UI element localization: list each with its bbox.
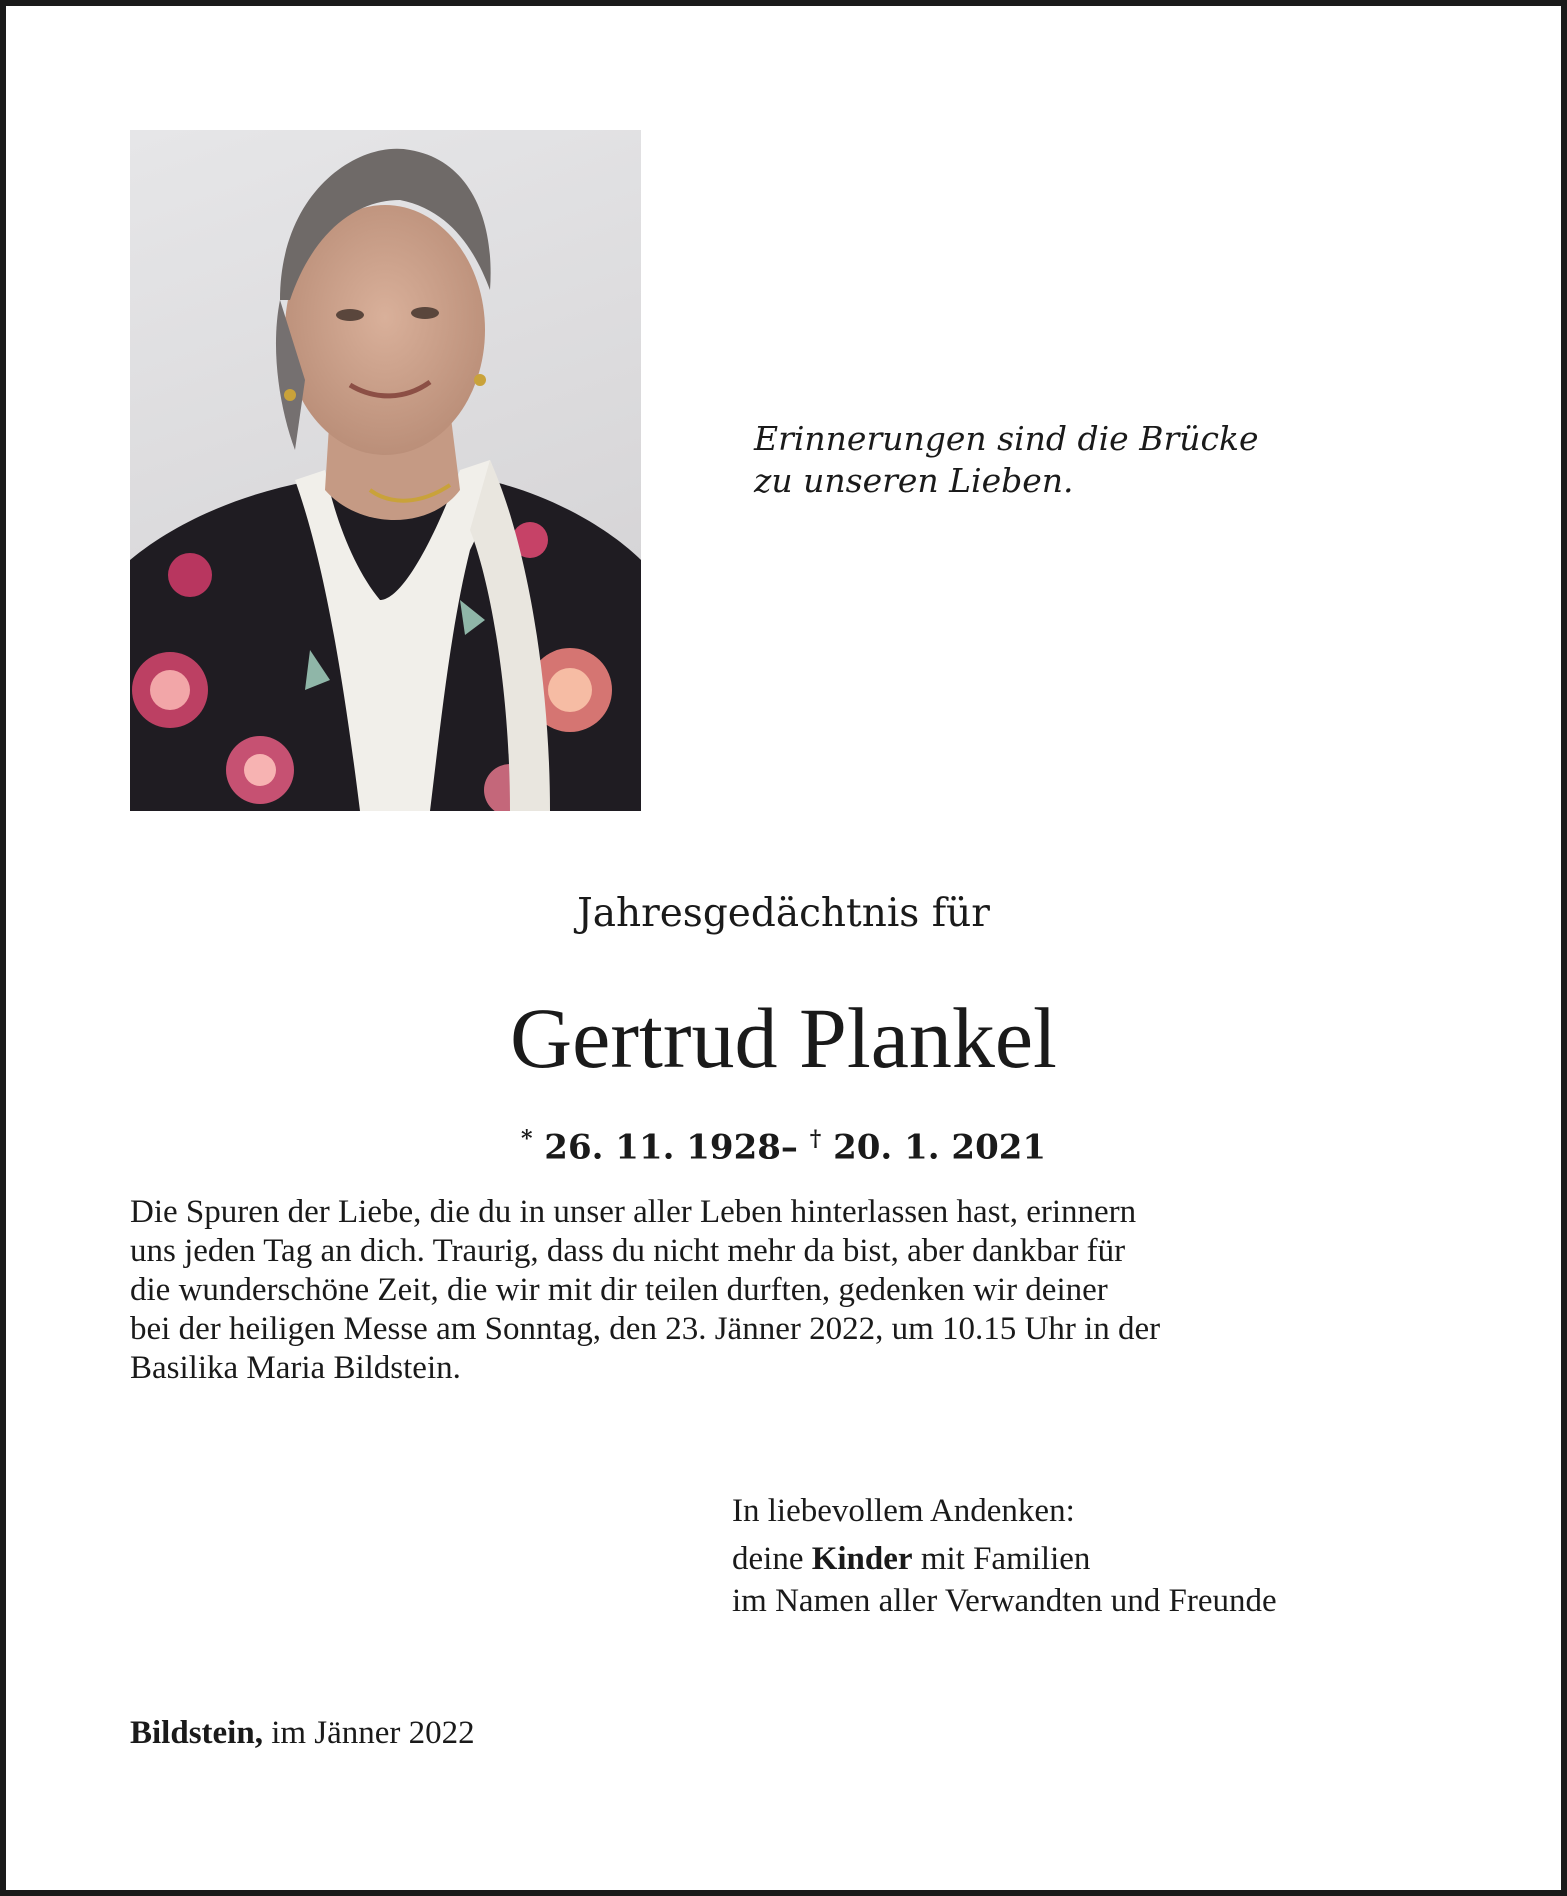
birth-date: 26. 11. 1928 (544, 1127, 781, 1168)
message-line: Basilika Maria Bildstein. (130, 1350, 461, 1386)
signoff-block (732, 1490, 1452, 1622)
signoff-family-post: mit Familien (912, 1541, 1091, 1577)
quote-line-1: Erinnerungen sind die Brücke (754, 419, 1259, 458)
message-line: uns jeden Tag an dich. Traurig, dass du nicht mehr da bist, aber dankbar für (130, 1233, 1126, 1269)
signoff-family-bold: Kinder (811, 1541, 913, 1577)
deceased-name: Gertrud Plankel (510, 990, 1057, 1086)
birth-symbol: * (520, 1126, 533, 1152)
signoff-family (732, 1538, 1452, 1580)
portrait-photo-icon (130, 130, 641, 811)
message-line: die wunderschöne Zeit, die wir mit dir teilen durften, gedenken wir deiner (130, 1272, 1108, 1308)
message-line: bei der heiligen Messe am Sonntag, den 23. Jänner 2022, um 10.15 Uhr in der (130, 1311, 1161, 1347)
death-symbol: † (809, 1126, 822, 1152)
date-dash: – (780, 1127, 798, 1168)
memorial-message (130, 1193, 1450, 1388)
life-dates (0, 1117, 1567, 1169)
memorial-quote (754, 418, 1314, 502)
death-date: 20. 1. 2021 (833, 1127, 1047, 1168)
place-date-text: im Jänner 2022 (262, 1715, 475, 1751)
memorial-pretitle: Jahresgedächtnis für (577, 891, 990, 936)
portrait-photo (130, 130, 641, 811)
signoff-intro: In liebevollem Andenken: (732, 1493, 1075, 1529)
signoff-family-pre: deine (732, 1541, 812, 1577)
message-line: Die Spuren der Liebe, die du in unser aller Leben hinterlassen hast, erinnern (130, 1194, 1137, 1230)
quote-line-2: zu unseren Lieben. (754, 461, 1074, 500)
place-town: Bildstein, (130, 1715, 263, 1751)
signoff-relatives: im Namen aller Verwandten und Freunde (732, 1583, 1277, 1619)
place-date (130, 1712, 475, 1754)
